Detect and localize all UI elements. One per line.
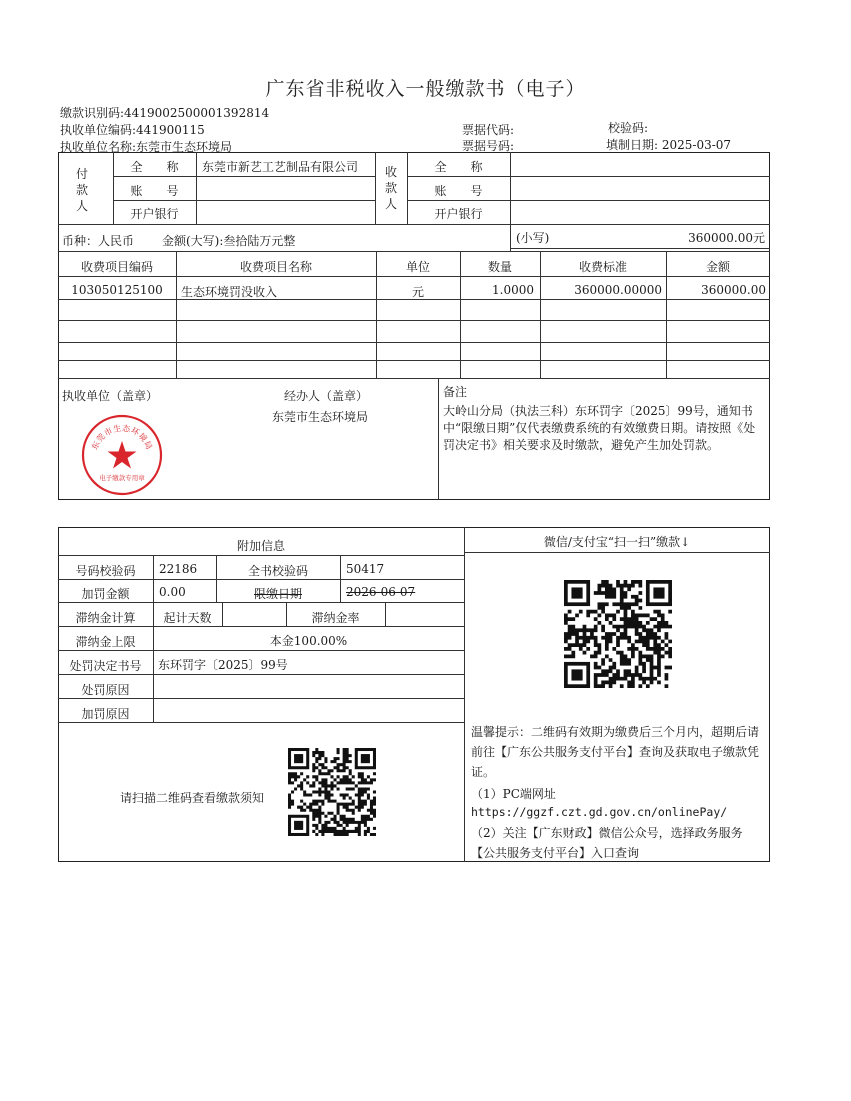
remark-label: 备注 — [443, 385, 468, 399]
col-header-name: 收费项目名称 — [239, 260, 312, 274]
pc-label: （1）PC端网址 — [471, 787, 556, 801]
deadline-value: 2026-06-07 — [346, 585, 416, 599]
item-code: 103050125100 — [71, 283, 163, 297]
book-check-value: 50417 — [346, 562, 385, 576]
fill-date: 填制日期: 2025-03-07 — [606, 138, 732, 152]
item-name: 生态环境罚没收入 — [181, 285, 278, 299]
amount-lower-value: 360000.00元 — [688, 231, 765, 245]
scan-hint: 请扫描二维码查看缴款须知 — [120, 791, 265, 805]
payee-bank-label: 开户银行 — [434, 207, 483, 221]
decision-value: 东环罚字〔2025〕99号 — [158, 658, 288, 672]
stamp-bottom-text: 电子缴款专用章 — [99, 474, 145, 482]
item-unit: 元 — [411, 285, 424, 299]
item-standard: 360000.00000 — [574, 283, 662, 297]
add-reason-label: 加罚原因 — [81, 707, 130, 721]
late-calc-label: 滞纳金计算 — [75, 611, 136, 625]
currency: 币种：人民币 — [62, 234, 135, 248]
col-header-standard: 收费标准 — [578, 260, 627, 274]
payer-bank-label: 开户银行 — [130, 207, 179, 221]
agency-name: 执收单位名称:东莞市生态环境局 — [60, 140, 233, 154]
item-amount: 360000.00 — [701, 283, 766, 297]
penalty-amount-label: 加罚金额 — [81, 587, 130, 601]
code-check-label: 号码校验码 — [75, 564, 136, 578]
check-code-label: 校验码: — [608, 121, 649, 135]
official-stamp-icon — [80, 413, 164, 497]
extra-title: 附加信息 — [236, 539, 285, 553]
pay-qr-code-icon[interactable] — [564, 580, 672, 688]
col-header-unit: 单位 — [405, 260, 430, 274]
amount-upper: 金额(大写):叁拾陆万元整 — [162, 234, 296, 248]
pay-id: 缴款识别码:4419002500001392814 — [60, 106, 270, 120]
decision-label: 处罚决定书号 — [69, 659, 142, 673]
handler-label: 经办人（盖章） — [284, 389, 369, 403]
item-qty: 1.0000 — [492, 283, 534, 297]
agency-stamp-label: 执收单位（盖章） — [62, 389, 159, 403]
payee-side-label: 收款人 — [384, 165, 397, 211]
pay-tip: 温馨提示：二维码有效期为缴费后三个月内，超期后请前往【广东公共服务支付平台】查询及获取电子缴款凭证。 — [471, 725, 760, 779]
page-title: 广东省非税收入一般缴款书（电子） — [265, 78, 586, 100]
payer-name-label: 全 称 — [130, 160, 179, 174]
punish-reason-label: 处罚原因 — [81, 683, 130, 697]
deadline-label: 限缴日期 — [253, 587, 302, 601]
payer-account-label: 账 号 — [130, 184, 179, 198]
pay-url-link[interactable]: https://ggzf.czt.gd.gov.cn/onlinePay/ — [471, 805, 728, 819]
col-header-qty: 数量 — [487, 260, 512, 274]
book-check-label: 全书校验码 — [247, 564, 308, 578]
stamp-top-text: 东莞市生态环境局 — [90, 423, 154, 452]
late-cap-label: 滞纳金上限 — [75, 635, 136, 649]
col-header-code: 收费项目编码 — [80, 260, 153, 274]
payer-side-label: 付款人 — [75, 167, 88, 213]
amount-lower-label: (小写) — [516, 231, 550, 245]
pay-title: 微信/支付宝“扫一扫”缴款↓ — [543, 535, 691, 549]
notice-qr-code-icon[interactable] — [288, 748, 376, 836]
wechat-instruction: （2）关注【广东财政】微信公众号，选择政务服务【公共服务支付平台】入口查询 — [471, 826, 743, 860]
code-check-value: 22186 — [159, 562, 198, 576]
payee-name-label: 全 称 — [434, 160, 483, 174]
penalty-amount-value: 0.00 — [159, 585, 186, 599]
payer-name-value: 东莞市新艺工艺制品有限公司 — [202, 160, 359, 174]
agency-code: 执收单位编码:441900115 — [60, 123, 205, 137]
late-cap-value: 本金100.00% — [269, 634, 348, 648]
ticket-code-label: 票据代码: — [462, 123, 515, 137]
payee-account-label: 账 号 — [434, 184, 483, 198]
start-days-label: 起计天数 — [163, 611, 212, 625]
ticket-no-label: 票据号码: — [462, 139, 515, 153]
late-rate-label: 滞纳金率 — [311, 611, 360, 625]
col-header-amount: 金额 — [705, 260, 730, 274]
handler-value: 东莞市生态环境局 — [272, 410, 369, 424]
remark-text: 大岭山分局（执法三科）东环罚字〔2025〕99号，通知书中“限缴日期”仅代表缴费系统的有效缴费日期。请按照《处罚决定书》相关要求及时缴款，避免产生加处罚款。 — [443, 404, 756, 452]
